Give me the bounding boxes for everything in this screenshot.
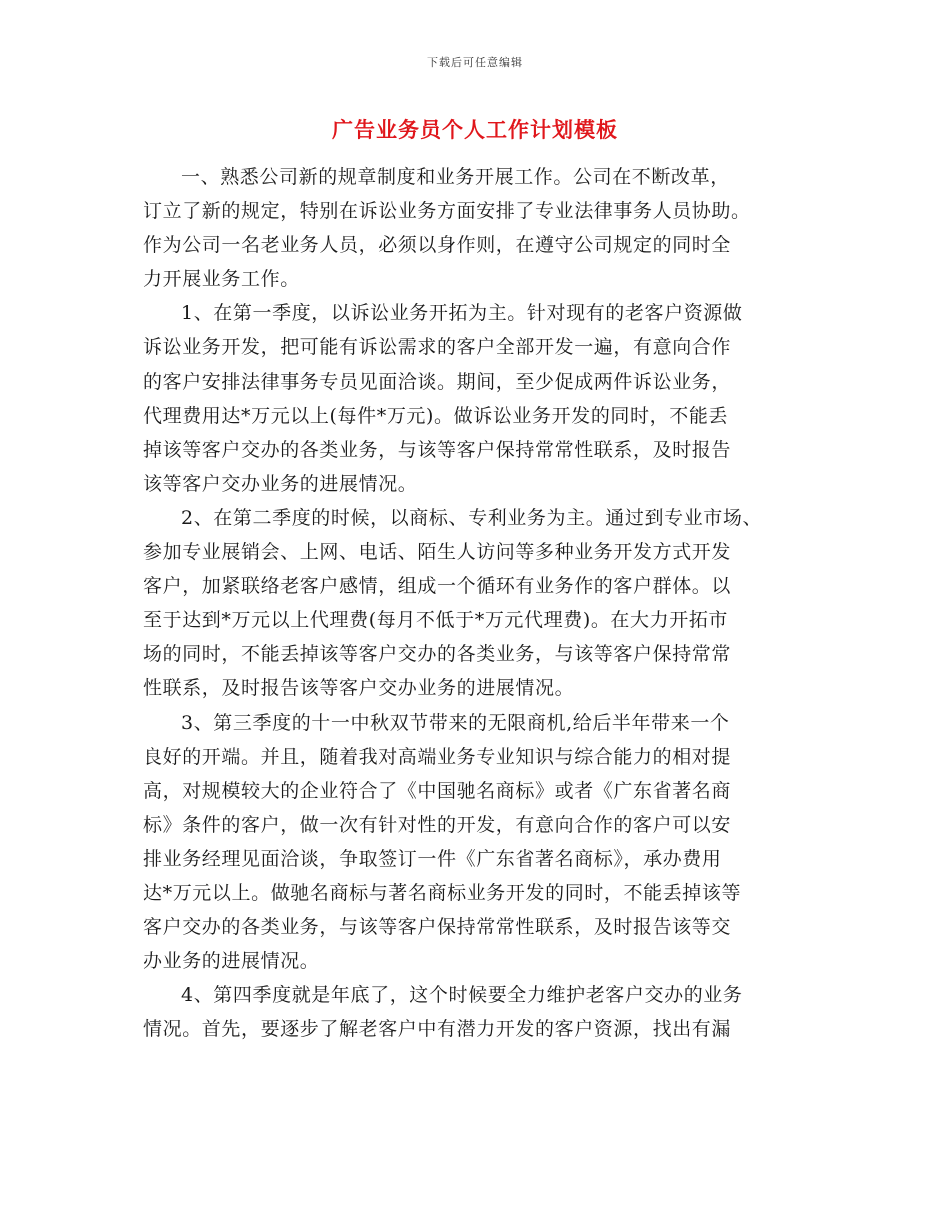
paragraph-line: 该等客户交办业务的进展情况。	[143, 472, 418, 495]
paragraph-line: 良好的开端。并且，随着我对高端业务专业知识与综合能力的相对提	[143, 745, 732, 768]
document-body	[143, 160, 823, 1046]
paragraph-line: 诉讼业务开发，把可能有诉讼需求的客户全部开发一遍，有意向合作	[143, 336, 732, 359]
paragraph-first-line: 一、熟悉公司新的规章制度和业务开展工作。公司在不断改革，	[181, 166, 730, 188]
header-note: 下载后可任意编辑	[427, 56, 523, 69]
paragraph-line: 高，对规模较大的企业符合了《中国驰名商标》或者《广东省著名商	[143, 779, 732, 802]
paragraph-first-line: 3、第三季度的十一中秋双节带来的无限商机,给后半年带来一个	[181, 711, 730, 734]
paragraph-line: 力开展业务工作。	[143, 268, 300, 291]
paragraph-line: 至于达到*万元以上代理费(每月不低于*万元代理费)。在大力开拓市	[143, 609, 729, 632]
paragraph-line: 作为公司一名老业务人员，必须以身作则，在遵守公司规定的同时全	[143, 234, 732, 257]
paragraph-first-line: 1、在第一季度，以诉讼业务开拓为主。针对现有的老客户资源做	[181, 302, 743, 325]
paragraph-line: 排业务经理见面洽谈，争取签订一件《广东省著名商标》，承办费用	[143, 847, 722, 870]
paragraph-first-line: 2、在第二季度的时候，以商标、专利业务为主。通过到专业市场、	[181, 506, 763, 529]
paragraph-line: 客户交办的各类业务，与该等客户保持常常性联系，及时报告该等交	[143, 916, 732, 939]
paragraph-line: 达*万元以上。做驰名商标与著名商标业务开发的同时，不能丢掉该等	[143, 881, 742, 904]
paragraph-line: 标》条件的客户，做一次有针对性的开发，有意向合作的客户可以安	[143, 813, 732, 836]
document-title: 广告业务员个人工作计划模板	[332, 117, 618, 142]
paragraph-line: 的客户安排法律事务专员见面洽谈。期间，至少促成两件诉讼业务，	[143, 370, 732, 393]
paragraph-line: 掉该等客户交办的各类业务，与该等客户保持常常性联系，及时报告	[143, 438, 732, 461]
paragraph-line: 场的同时，不能丢掉该等客户交办的各类业务，与该等客户保持常常	[143, 643, 732, 666]
paragraph-line: 参加专业展销会、上网、电话、陌生人访问等多种业务开发方式开发	[143, 541, 732, 564]
paragraph-line: 情况。首先，要逐步了解老客户中有潜力开发的客户资源，找出有漏	[143, 1018, 732, 1041]
paragraph-line: 客户，加紧联络老客户感情，组成一个循环有业务作的客户群体。以	[143, 575, 732, 598]
paragraph-line: 性联系，及时报告该等客户交办业务的进展情况。	[143, 677, 575, 700]
paragraph-line: 办业务的进展情况。	[143, 950, 320, 973]
paragraph-line: 订立了新的规定，特别在诉讼业务方面安排了专业法律事务人员协助。	[143, 200, 751, 223]
paragraph-first-line: 4、第四季度就是年底了，这个时候要全力维护老客户交办的业务	[181, 984, 743, 1007]
paragraph-line: 代理费用达*万元以上(每件*万元)。做诉讼业务开发的同时，不能丢	[143, 404, 729, 427]
